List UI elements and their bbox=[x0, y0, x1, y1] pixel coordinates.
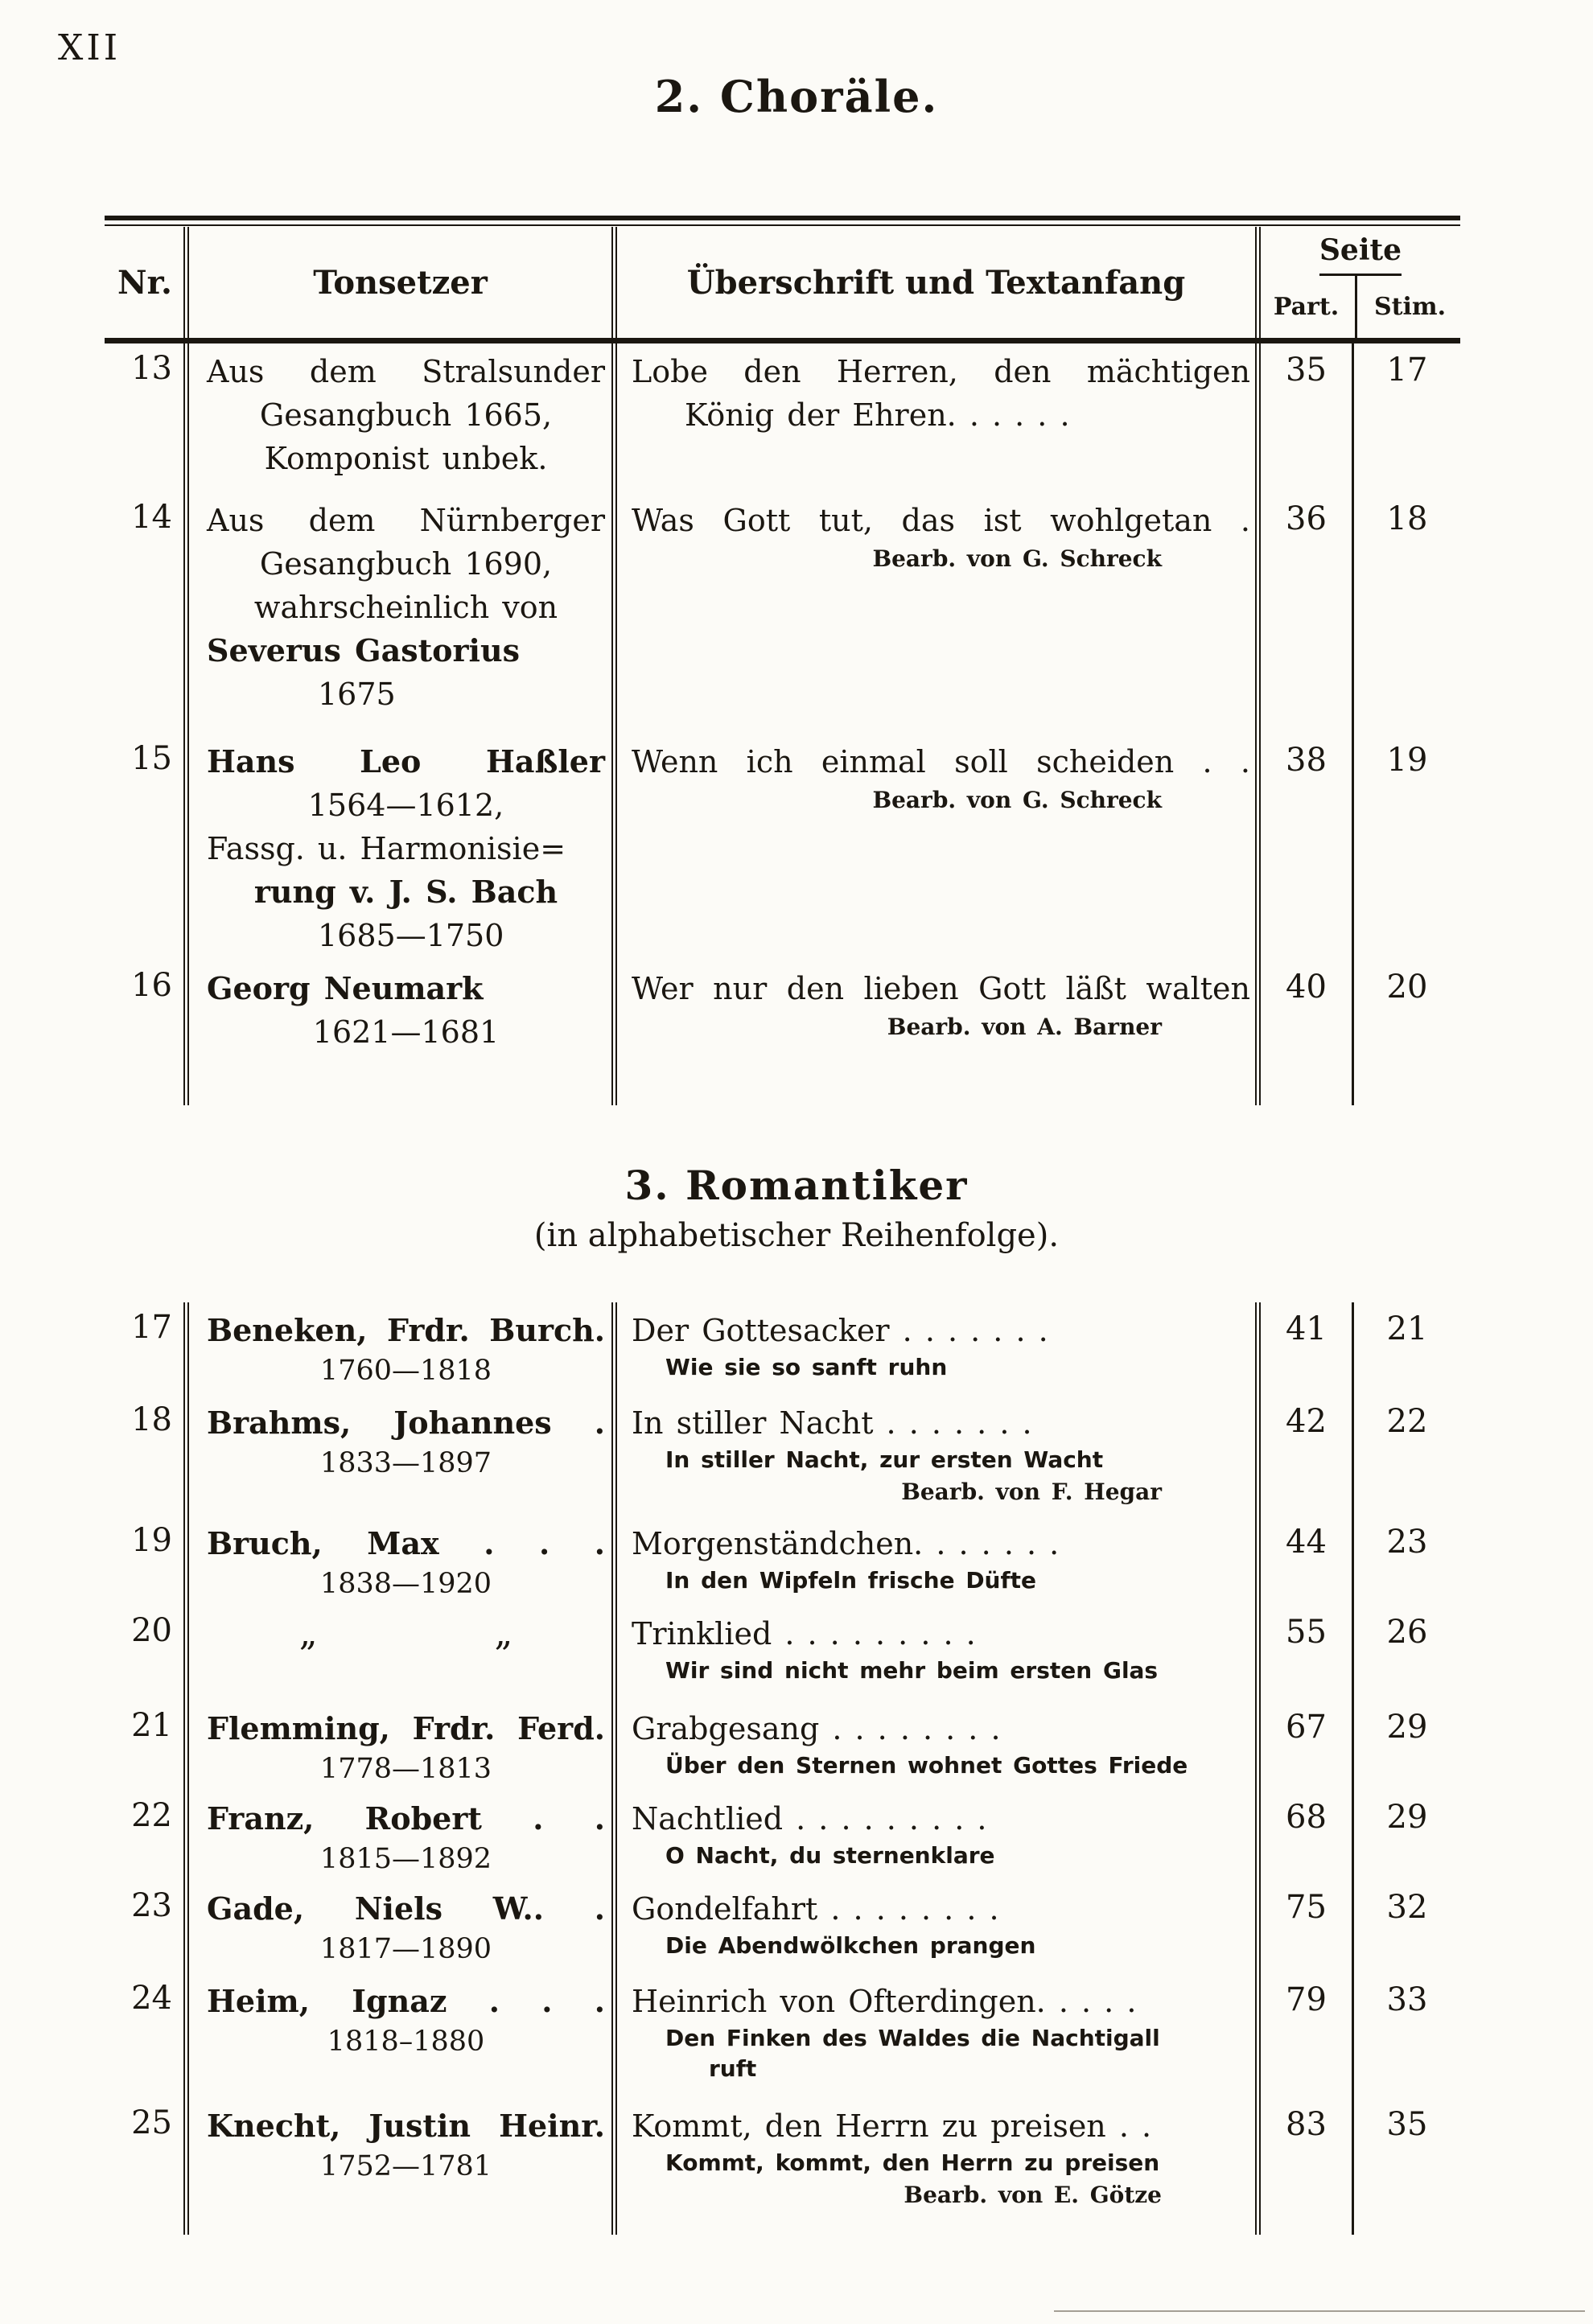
page-part-value: 55 bbox=[1255, 1606, 1352, 1701]
header-tonsetzer: Tonsetzer bbox=[183, 227, 611, 338]
title-cell bbox=[611, 1791, 1255, 1881]
row-number: 21 bbox=[131, 1707, 172, 1744]
title-line: Grabgesang . . . . . . . . bbox=[632, 1711, 1001, 1746]
incipit-line: ruft bbox=[709, 2055, 757, 2082]
composer-line: Komponist unbek. bbox=[264, 441, 548, 476]
composer-line: Franz, Robert . . bbox=[207, 1800, 605, 1837]
table-row bbox=[105, 1881, 1460, 1973]
composer-line: 1675 bbox=[318, 677, 396, 712]
composer-dates: 1817—1890 bbox=[319, 1933, 492, 1965]
composer-line: Hans Leo Haßler bbox=[207, 743, 605, 779]
title-line: Heinrich von Ofterdingen. . . . . bbox=[632, 1984, 1137, 2019]
composer-line: Fassg. u. Harmonisie= bbox=[207, 831, 566, 866]
section-subtitle-romantiker: (in alphabetischer Reihenfolge). bbox=[533, 1217, 1060, 1254]
composer-dates: 1833—1897 bbox=[319, 1447, 492, 1479]
page-part-value: 79 bbox=[1255, 1973, 1352, 2098]
composer-line: wahrscheinlich von bbox=[253, 590, 558, 625]
header-part: Part. bbox=[1273, 293, 1340, 321]
page-stim-value: 33 bbox=[1352, 1973, 1460, 2098]
composer-dates: 1760—1818 bbox=[319, 1355, 492, 1387]
section-title-romantiker: 3. Romantiker bbox=[624, 1162, 969, 1209]
arranger-line: Bearb. von G. Schreck bbox=[872, 545, 1162, 572]
romantiker-table bbox=[105, 1302, 1460, 2235]
incipit-line: O Nacht, du sternenklare bbox=[665, 1842, 995, 1869]
table-row bbox=[105, 1701, 1460, 1791]
title-cell bbox=[611, 1395, 1255, 1516]
page-stim-value: 17 bbox=[1352, 343, 1460, 492]
composer-cell bbox=[183, 1395, 611, 1516]
table-row bbox=[105, 1516, 1460, 1606]
title-cell bbox=[611, 1701, 1255, 1791]
title-cell bbox=[611, 492, 1255, 734]
row-number: 18 bbox=[131, 1401, 172, 1438]
composer-line: Flemming, Frdr. Ferd. bbox=[207, 1710, 605, 1746]
composer-line: rung v. J. S. Bach bbox=[253, 874, 558, 910]
page-part-value: 35 bbox=[1255, 343, 1352, 492]
incipit-line: In stiller Nacht, zur ersten Wacht bbox=[665, 1446, 1104, 1473]
arranger-line: Bearb. von F. Hegar bbox=[901, 1479, 1162, 1505]
page-stim-value: 32 bbox=[1352, 1881, 1460, 1973]
composer-cell bbox=[183, 960, 611, 1105]
composer-line: 1685—1750 bbox=[318, 918, 504, 953]
title-cell bbox=[611, 1881, 1255, 1973]
header-seite-sub bbox=[1258, 276, 1463, 338]
composer-cell bbox=[183, 492, 611, 734]
title-cell bbox=[611, 960, 1255, 1105]
title-line: Wenn ich einmal soll scheiden . . bbox=[632, 744, 1250, 779]
table-row bbox=[105, 1791, 1460, 1881]
title-line: Der Gottesacker . . . . . . . bbox=[632, 1313, 1048, 1348]
row-number: 24 bbox=[131, 1980, 172, 2017]
composer-line: 1621—1681 bbox=[312, 1014, 500, 1050]
page-part-value: 41 bbox=[1255, 1302, 1352, 1395]
table-row bbox=[105, 1973, 1460, 2098]
title-line: Morgenständchen. . . . . . . bbox=[632, 1526, 1060, 1561]
page-stim-value: 35 bbox=[1352, 2098, 1460, 2235]
page-stim-value: 29 bbox=[1352, 1791, 1460, 1881]
composer-dates: 1778—1813 bbox=[319, 1753, 492, 1785]
page-stim-value: 19 bbox=[1352, 734, 1460, 960]
row-number: 13 bbox=[131, 350, 172, 387]
page-stim-value: 23 bbox=[1352, 1516, 1460, 1606]
composer-line: Aus dem Stralsunder bbox=[207, 354, 605, 389]
page-number: XII bbox=[58, 27, 121, 68]
incipit-line: In den Wipfeln frische Düfte bbox=[665, 1567, 1037, 1594]
header-ueberschrift: Überschrift und Textanfang bbox=[611, 227, 1255, 338]
header-seite bbox=[1255, 227, 1460, 338]
header-seite-label: Seite bbox=[1319, 227, 1402, 276]
title-line: Trinklied . . . . . . . . . bbox=[632, 1616, 976, 1651]
composer-cell bbox=[183, 1881, 611, 1973]
page-part-value: 44 bbox=[1255, 1516, 1352, 1606]
table-row bbox=[105, 1395, 1460, 1516]
composer-cell bbox=[183, 1302, 611, 1395]
page-part-value: 36 bbox=[1255, 492, 1352, 734]
row-number: 25 bbox=[131, 2104, 172, 2141]
row-number: 16 bbox=[131, 967, 172, 1004]
table-row bbox=[105, 734, 1460, 960]
incipit-line: Wie sie so sanft ruhn bbox=[665, 1354, 948, 1380]
incipit-line: Über den Sternen wohnet Gottes Friede bbox=[665, 1752, 1188, 1779]
composer-dates: 1752—1781 bbox=[319, 2150, 492, 2182]
composer-line: Knecht, Justin Heinr. bbox=[207, 2108, 605, 2144]
page-stim-value: 26 bbox=[1352, 1606, 1460, 1701]
composer-cell bbox=[183, 734, 611, 960]
composer-line: Gade, Niels W.. . bbox=[207, 1890, 605, 1927]
incipit-line: Die Abendwölkchen prangen bbox=[665, 1932, 1036, 1959]
page-stim-value: 29 bbox=[1352, 1701, 1460, 1791]
incipit-line: Kommt, kommt, den Herrn zu preisen bbox=[665, 2149, 1160, 2176]
scan-artifact-line bbox=[1054, 2310, 1585, 2312]
title-cell bbox=[611, 2098, 1255, 2235]
composer-line: Brahms, Johannes . bbox=[207, 1405, 605, 1441]
composer-dates: 1838—1920 bbox=[319, 1568, 492, 1600]
composer-line: Aus dem Nürnberger bbox=[207, 503, 605, 538]
title-cell bbox=[611, 343, 1255, 492]
page-part-value: 83 bbox=[1255, 2098, 1352, 2235]
title-cell bbox=[611, 1606, 1255, 1701]
ditto-marks: „ „ bbox=[298, 1613, 513, 1654]
title-line: In stiller Nacht . . . . . . . bbox=[632, 1405, 1032, 1441]
composer-line: 1564—1612, bbox=[307, 788, 504, 823]
page-part-value: 75 bbox=[1255, 1881, 1352, 1973]
page-stim-value: 18 bbox=[1352, 492, 1460, 734]
header-stim: Stim. bbox=[1355, 276, 1463, 338]
page-part-value: 40 bbox=[1255, 960, 1352, 1105]
row-number: 14 bbox=[131, 499, 172, 536]
composer-dates: 1818–1880 bbox=[327, 2026, 485, 2058]
section-title-chorale: 2. Choräle. bbox=[654, 71, 939, 122]
composer-line: Heim, Ignaz . . . bbox=[207, 1983, 605, 2019]
row-number: 20 bbox=[131, 1612, 172, 1649]
arranger-line: Bearb. von G. Schreck bbox=[872, 787, 1162, 813]
incipit-line: Wir sind nicht mehr beim ersten Glas bbox=[665, 1657, 1159, 1684]
table-row bbox=[105, 960, 1460, 1105]
arranger-line: Bearb. von E. Götze bbox=[904, 2182, 1162, 2208]
page-part-value: 68 bbox=[1255, 1791, 1352, 1881]
page-part-value: 67 bbox=[1255, 1701, 1352, 1791]
composer-cell bbox=[183, 1973, 611, 2098]
composer-dates: 1815—1892 bbox=[319, 1843, 492, 1875]
composer-line: Bruch, Max . . . bbox=[207, 1525, 605, 1561]
composer-cell bbox=[183, 2098, 611, 2235]
page-stim-value: 20 bbox=[1352, 960, 1460, 1105]
table-row bbox=[105, 492, 1460, 734]
page-part-value: 38 bbox=[1255, 734, 1352, 960]
table-row bbox=[105, 2098, 1460, 2235]
composer-cell bbox=[183, 343, 611, 492]
title-line: Wer nur den lieben Gott läßt walten bbox=[632, 971, 1250, 1006]
arranger-line: Bearb. von A. Barner bbox=[887, 1014, 1162, 1040]
composer-line: Severus Gastorius bbox=[207, 632, 520, 668]
row-number: 19 bbox=[131, 1522, 172, 1559]
incipit-line: Den Finken des Waldes die Nachtigall bbox=[665, 2025, 1160, 2051]
title-line: Gondelfahrt . . . . . . . . bbox=[632, 1891, 999, 1927]
composer-line: Gesangbuch 1690, bbox=[259, 546, 553, 582]
composer-cell bbox=[183, 1606, 611, 1701]
page-stim-value: 22 bbox=[1352, 1395, 1460, 1516]
composer-cell bbox=[183, 1701, 611, 1791]
composer-line: Beneken, Frdr. Burch. bbox=[207, 1312, 605, 1348]
title-cell bbox=[611, 1973, 1255, 2098]
composer-cell bbox=[183, 1791, 611, 1881]
page-stim-value: 21 bbox=[1352, 1302, 1460, 1395]
row-number: 23 bbox=[131, 1887, 172, 1924]
row-number: 17 bbox=[131, 1309, 172, 1346]
page-part-value: 42 bbox=[1255, 1395, 1352, 1516]
title-line: Kommt, den Herrn zu preisen . . bbox=[632, 2108, 1152, 2144]
title-line: Was Gott tut, das ist wohlgetan . bbox=[632, 503, 1250, 538]
table-row bbox=[105, 1302, 1460, 1395]
title-cell bbox=[611, 734, 1255, 960]
table-row bbox=[105, 343, 1460, 492]
composer-line: Gesangbuch 1665, bbox=[259, 397, 553, 433]
title-line: König der Ehren. . . . . . bbox=[685, 397, 1070, 433]
composer-cell bbox=[183, 1516, 611, 1606]
title-line: Lobe den Herren, den mächtigen bbox=[632, 354, 1250, 389]
row-number: 15 bbox=[131, 740, 172, 777]
table-row bbox=[105, 1606, 1460, 1701]
row-number: 22 bbox=[131, 1797, 172, 1834]
composer-line: Georg Neumark bbox=[207, 970, 484, 1006]
title-cell bbox=[611, 1302, 1255, 1395]
title-cell bbox=[611, 1516, 1255, 1606]
header-nr: Nr. bbox=[117, 263, 172, 302]
chorale-table bbox=[105, 216, 1460, 1105]
title-line: Nachtlied . . . . . . . . . bbox=[632, 1801, 987, 1837]
table-header-row bbox=[105, 220, 1460, 343]
